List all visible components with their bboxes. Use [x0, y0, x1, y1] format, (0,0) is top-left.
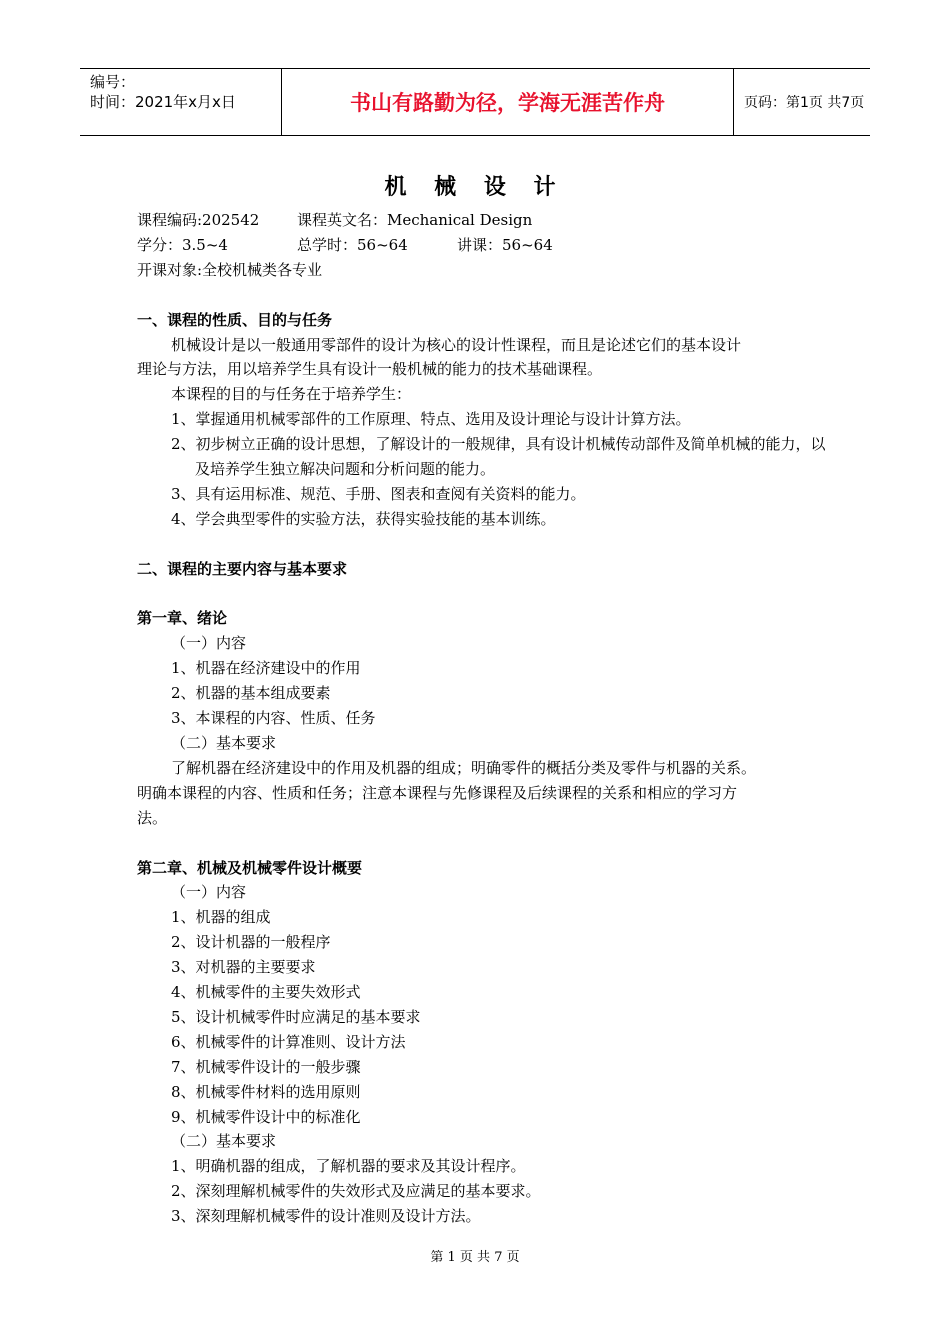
chapter-1-item: 1、机器在经济建设中的作用 — [171, 659, 361, 678]
page-footer — [0, 1246, 950, 1265]
chapter-2-item: 3、对机器的主要要求 — [171, 958, 316, 977]
header-meta-cell — [80, 69, 282, 135]
course-credits: 学分：3.5~4 — [137, 235, 228, 254]
chapter-2-req-item: 3、深刻理解机械零件的设计准则及设计方法。 — [171, 1207, 481, 1226]
chapter-2-item: 1、机器的组成 — [171, 908, 271, 927]
section-1-para-2: 本课程的目的与任务在于培养学生： — [171, 385, 412, 404]
course-audience: 开课对象:全校机械类各专业 — [137, 260, 323, 279]
section-1-item-3: 3、具有运用标准、规范、手册、图表和查阅有关资料的能力。 — [171, 484, 586, 503]
course-total-hours: 总学时：56~64 — [297, 235, 408, 254]
section-1-para-1-line-2: 理论与方法，用以培养学生具有设计一般机械的能力的技术基础课程。 — [137, 360, 603, 379]
page-header — [80, 68, 870, 136]
chapter-2-content-label: （一）内容 — [171, 883, 247, 902]
header-page-cell — [734, 69, 870, 135]
chapter-2-req-item: 2、深刻理解机械零件的失效形式及应满足的基本要求。 — [171, 1182, 541, 1201]
chapter-1-req-line-1: 了解机器在经济建设中的作用及机器的组成；明确零件的概括分类及零件与机器的关系。 — [171, 758, 757, 777]
section-1-heading: 一、课程的性质、目的与任务 — [137, 310, 333, 329]
chapter-2-item: 9、机械零件设计中的标准化 — [171, 1107, 361, 1126]
header-motto-cell — [282, 69, 734, 135]
chapter-1-req-line-3: 法。 — [137, 808, 168, 827]
header-date: 时间：2021年x月x日 — [90, 93, 236, 111]
course-english-name: 课程英文名：Mechanical Design — [297, 211, 533, 229]
chapter-2-item: 4、机械零件的主要失效形式 — [171, 983, 361, 1002]
document-body — [137, 208, 827, 1229]
chapter-1-content-label: （一）内容 — [171, 634, 247, 653]
header-number-label: 编号： — [90, 73, 136, 91]
header-page-info: 页码：第1页 共7页 — [744, 95, 865, 111]
course-code: 课程编码:202542 — [137, 211, 260, 229]
chapter-2-item: 5、设计机械零件时应满足的基本要求 — [171, 1007, 421, 1026]
section-1-item-1: 1、掌握通用机械零部件的工作原理、特点、选用及设计理论与设计计算方法。 — [171, 410, 691, 429]
section-1-para-1-line-1: 机械设计是以一般通用零部件的设计为核心的设计性课程，而且是论述它们的基本设计 — [171, 335, 742, 354]
chapter-2-item: 7、机械零件设计的一般步骤 — [171, 1057, 361, 1076]
chapter-1-item: 3、本课程的内容、性质、任务 — [171, 709, 376, 728]
meta-row-1 — [137, 208, 827, 233]
document-title: 机 械 设 计 — [384, 174, 566, 200]
course-lecture-hours: 讲课：56~64 — [457, 235, 553, 254]
chapter-2-item: 2、设计机器的一般程序 — [171, 933, 331, 952]
chapter-2-item: 8、机械零件材料的选用原则 — [171, 1082, 361, 1101]
chapter-2-item: 6、机械零件的计算准则、设计方法 — [171, 1032, 406, 1051]
section-2-heading: 二、课程的主要内容与基本要求 — [137, 559, 348, 578]
chapter-1-heading: 第一章、绪论 — [137, 609, 228, 628]
chapter-1-req-label: （二）基本要求 — [171, 733, 277, 752]
chapter-2-req-label: （二）基本要求 — [171, 1132, 277, 1151]
chapter-1-item: 2、机器的基本组成要素 — [171, 684, 331, 703]
section-1-item-2: 2、初步树立正确的设计思想，了解设计的一般规律，具有设计机械传动部件及简单机械的能力，以及培养学生独立解决问题和分析问题的能力。 — [171, 435, 826, 479]
chapter-1-req-line-2: 明确本课程的内容、性质和任务；注意本课程与先修课程及后续课程的关系和相应的学习方 — [137, 783, 738, 802]
chapter-2-heading: 第二章、机械及机械零件设计概要 — [137, 858, 363, 877]
footer-page-number: 第 1 页 共 7 页 — [430, 1250, 520, 1265]
section-1-item-4: 4、学会典型零件的实验方法，获得实验技能的基本训练。 — [171, 509, 556, 528]
chapter-2-req-item: 1、明确机器的组成，了解机器的要求及其设计程序。 — [171, 1157, 526, 1176]
header-motto: 书山有路勤为径，学海无涯苦作舟 — [350, 91, 665, 115]
meta-row-2 — [137, 233, 827, 258]
